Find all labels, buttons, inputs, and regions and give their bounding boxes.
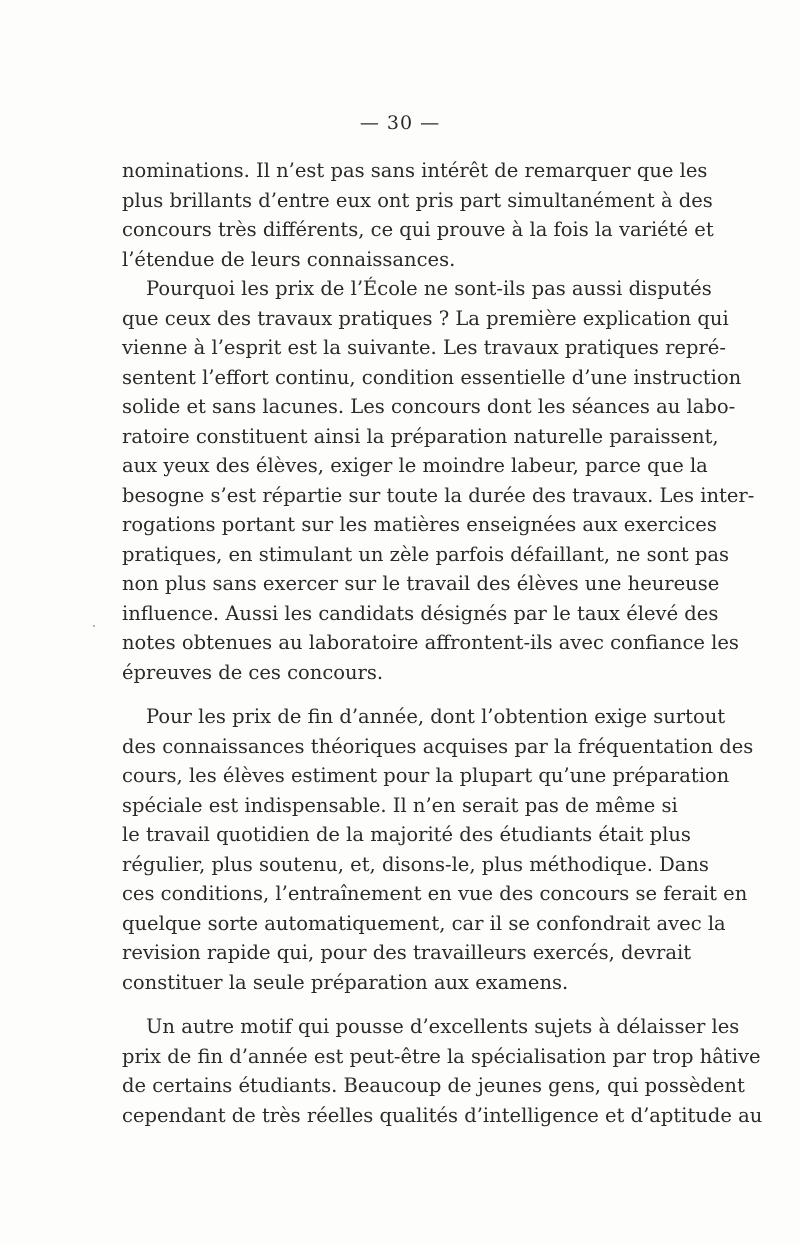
text-line: besogne s’est répartie sur toute la durée des travaux. Les inter-: [122, 483, 755, 507]
text-line: pratiques, en stimulant un zèle parfois défaillant, ne sont pas: [122, 542, 730, 566]
text-line: de certains étudiants. Beaucoup de jeunes gens, qui possèdent: [122, 1074, 745, 1097]
text-line: sentent l’effort continu, condition essentielle d’une instruction: [122, 365, 742, 389]
body-text: [122, 156, 763, 1130]
text-line: prix de fin d’année est peut-être la spécialisation par trop hâtive: [122, 1044, 761, 1068]
text-line: non plus sans exercer sur le travail des élèves une heureuse: [122, 572, 720, 595]
paragraph: [122, 274, 755, 687]
text-line: épreuves de ces concours.: [122, 660, 384, 684]
text-line: rogations portant sur les matières enseignées aux exercices: [122, 513, 717, 536]
text-line: que ceux des travaux pratiques ? La première explication qui: [122, 306, 729, 330]
margin-speck: [93, 625, 95, 627]
text-line: nominations. Il n’est pas sans intérêt de remarquer que les: [122, 159, 708, 182]
text-line: concours très différents, ce qui prouve à la fois la variété et: [122, 218, 714, 241]
text-line: le travail quotidien de la majorité des étudiants était plus: [122, 823, 691, 846]
text-line: ces conditions, l’entraînement en vue des concours se ferait en: [122, 882, 748, 905]
page-number: — 30 —: [359, 112, 441, 134]
text-line: des connaissances théoriques acquises par la fréquentation des: [122, 734, 754, 758]
text-line: régulier, plus soutenu, et, disons-le, plus méthodique. Dans: [122, 852, 709, 876]
text-line: quelque sorte automatiquement, car il se confondrait avec la: [122, 911, 726, 935]
text-line: Pourquoi les prix de l’École ne sont-ils pas aussi disputés: [146, 277, 712, 300]
text-line: l’étendue de leurs connaissances.: [122, 247, 456, 271]
text-line: influence. Aussi les candidats désignés par le taux élevé des: [122, 601, 719, 625]
text-line: constituer la seule préparation aux examens.: [122, 970, 569, 994]
text-line: spéciale est indispensable. Il n’en serait pas de même si: [122, 793, 678, 817]
text-line: ratoire constituent ainsi la préparation naturelle paraissent,: [122, 424, 719, 448]
text-line: cependant de très réelles qualités d’intelligence et d’aptitude au: [122, 1103, 763, 1127]
text-line: vienne à l’esprit est la suivante. Les travaux pratiques repré-: [122, 336, 726, 359]
text-line: plus brillants d’entre eux ont pris part simultanément à des: [122, 188, 713, 212]
text-line: Un autre motif qui pousse d’excellents sujets à délaisser les: [146, 1015, 740, 1038]
text-line: Pour les prix de fin d’année, dont l’obtention exige surtout: [146, 705, 726, 728]
text-line: revision rapide qui, pour des travailleurs exercés, devrait: [122, 941, 692, 964]
text-line: solide et sans lacunes. Les concours dont les séances au labo-: [122, 395, 736, 418]
paragraph: [122, 702, 754, 997]
paragraph: [122, 156, 714, 274]
text-line: cours, les élèves estiment pour la plupart qu’une préparation: [122, 764, 730, 787]
paragraph: [122, 1012, 763, 1130]
text-line: aux yeux des élèves, exiger le moindre labeur, parce que la: [122, 454, 708, 477]
text-line: notes obtenues au laboratoire affrontent-ils avec confiance les: [122, 631, 739, 654]
